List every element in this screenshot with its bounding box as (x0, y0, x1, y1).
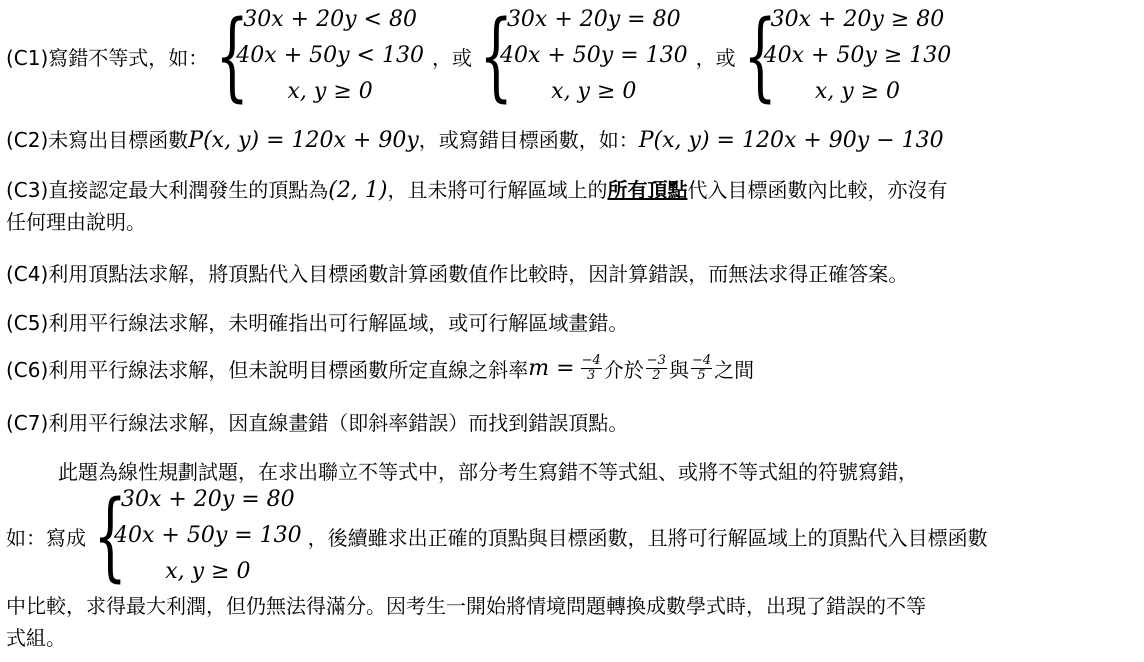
wrong-objective-function: P(x, y) = 120x + 90y − 130 (638, 128, 944, 153)
c1-system-1: { 30x + 20y < 80 40x + 50y < 130 x, y ≥ 0 (215, 0, 424, 112)
paragraph-line-4: 式組。 (6, 626, 66, 650)
criterion-c3: (C3)直接認定最大利潤發生的頂點為(2, 1)，且未將可行解區域上的所有頂點代入目標函數內比較，亦沒有 (6, 178, 948, 203)
fraction-neg4-5: $\frac{-4}{5}$ (691, 352, 712, 383)
criterion-c4: (C4)利用頂點法求解，將頂點代入目標函數計算函數值作比較時，因計算錯誤，而無法求得正確答案。 (6, 262, 909, 286)
fraction-neg3-2: $\frac{-3}{2}$ (646, 352, 666, 383)
c1-system-2: { 30x + 20y = 80 40x + 50y = 130 x, y ≥ 0 (479, 0, 688, 112)
paragraph-line-1: 此題為線性規劃試題，在求出聯立不等式中，部分考生寫錯不等式組、或將不等式組的符號寫錯， (58, 460, 918, 484)
criterion-c7: (C7)利用平行線法求解，因直線畫錯（即斜率錯誤）而找到錯誤頂點。 (6, 411, 629, 435)
criterion-c5: (C5)利用平行線法求解，未明確指出可行解區域，或可行解區域畫錯。 (6, 311, 629, 335)
objective-function: P(x, y) = 120x + 90y (188, 128, 419, 153)
criterion-c1 (6, 0, 952, 112)
c1-or-2: ，或 (695, 45, 736, 70)
paragraph-system: { 30x + 20y = 80 40x + 50y = 130 x, y ≥ 0 (93, 480, 302, 592)
c1-or-1: ，或 (431, 45, 472, 70)
emphasis-all-vertices: 所有頂點 (607, 178, 688, 202)
c1-label: (C1)寫錯不等式，如： (6, 45, 209, 70)
c1-system-3: { 30x + 20y ≥ 80 40x + 50y ≥ 130 x, y ≥ 0 (743, 0, 952, 112)
fraction-neg4-3: $\frac{-4}{3}$ (581, 352, 601, 383)
paragraph-line-2: 如：寫成 { 30x + 20y = 80 40x + 50y = 130 x, y ≥ 0 ，後續雖求出正確的頂點與目標函數，且將可行解區域上的頂點代入目標函數 (6, 480, 988, 592)
paragraph-line-3: 中比較，求得最大利潤，但仍無法得滿分。因考生一開始將情境問題轉換成數學式時，出現了錯誤的不等 (6, 594, 926, 618)
criterion-c3-cont: 任何理由說明。 (6, 210, 146, 234)
criterion-c2: (C2)未寫出目標函數P(x, y) = 120x + 90y，或寫錯目標函數，如：P(x, y) = 120x + 90y − 130 (6, 128, 944, 153)
criterion-c6: (C6)利用平行線法求解，但未說明目標函數所定直線之斜率 m = $\frac{-4}{3}$ 介於 $\frac{-3}{2}$ 與 $\frac{-4}{5}$ 之間 (6, 352, 755, 383)
